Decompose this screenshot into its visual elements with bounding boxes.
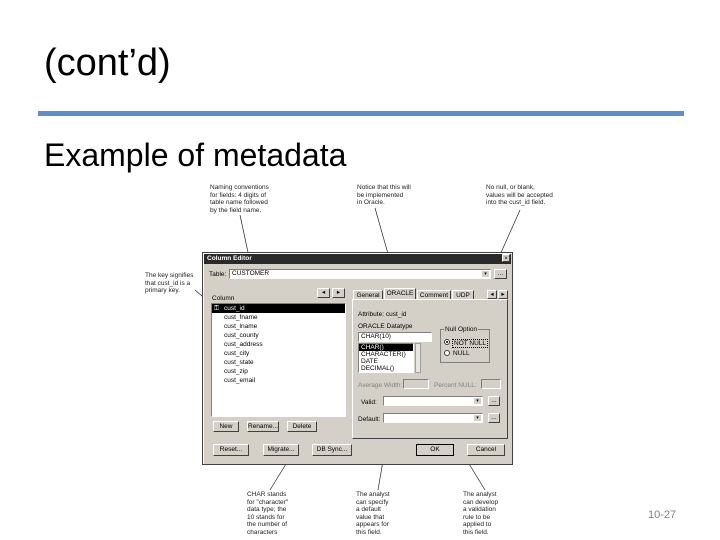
tabs-scroll-right[interactable]	[498, 290, 508, 299]
note-oracle: Notice that this will be implemented in Oracle.	[357, 184, 411, 207]
datatype-label: ORACLE Datatype	[358, 323, 413, 330]
radio-null[interactable]	[444, 350, 450, 356]
datatype-option[interactable]: CHAR()	[359, 344, 413, 351]
close-button[interactable]	[502, 254, 510, 262]
attribute-value: cust_id	[385, 311, 407, 318]
column-name: cust_zip	[224, 368, 248, 375]
datatype-option[interactable]: DATE	[361, 358, 378, 365]
arrow-left-icon: ◂	[490, 291, 494, 298]
valid-browse-button[interactable]: ...	[488, 396, 500, 406]
tabs-scroll-left[interactable]	[487, 290, 497, 299]
datatype-list[interactable]	[358, 343, 414, 373]
table-browse-button[interactable]: ...	[494, 269, 507, 279]
column-list-item[interactable]	[212, 349, 345, 358]
default-browse-button[interactable]: ...	[488, 413, 500, 423]
column-name: cust_address	[224, 341, 263, 348]
arrow-right-icon: ▸	[501, 291, 505, 298]
column-list-item[interactable]	[212, 322, 345, 331]
note-default-value: The analyst can specify a default value that appears for this field.	[356, 491, 390, 536]
tab-udp[interactable]: UDP	[452, 290, 474, 299]
table-label: Table:	[209, 271, 227, 278]
null-option-label: Null Option	[445, 326, 478, 333]
cancel-button[interactable]: Cancel	[467, 444, 505, 456]
column-list-item[interactable]	[212, 304, 345, 313]
datatype-input[interactable]: CHAR(10)	[358, 332, 432, 342]
valid-select[interactable]	[383, 396, 483, 406]
column-label: Column	[212, 295, 235, 302]
percent-null-label: Percent NULL:	[434, 382, 477, 389]
radio-not-null-label[interactable]: NOT NULL	[454, 340, 487, 347]
chevron-down-icon: ▾	[482, 271, 489, 277]
note-validation-rule: The analyst can develop a validation rule to be applied to this field.	[463, 491, 499, 536]
note-char-datatype: CHAR stands for "character" data type; the 10 stands for the number of characters	[247, 491, 289, 536]
average-width-label: Average Width:	[358, 382, 403, 389]
arrow-right-icon: ▸	[336, 289, 341, 296]
scroll-right-button[interactable]	[332, 288, 345, 298]
column-name: cust_county	[224, 332, 259, 339]
key-icon: ⚿	[214, 305, 219, 312]
column-editor-dialog	[202, 252, 513, 465]
datatype-scrollbar[interactable]	[415, 343, 421, 373]
default-select[interactable]	[383, 413, 483, 423]
note-not-null: No null, or blank, values will be accepted into the cust_id field.	[486, 184, 553, 207]
new-button[interactable]: New	[213, 421, 239, 432]
column-name: cust_state	[224, 359, 254, 366]
percent-null-field	[481, 379, 501, 389]
column-name: cust_city	[224, 350, 250, 357]
column-name: cust_email	[224, 377, 256, 384]
datatype-option[interactable]: DECIMAL()	[361, 365, 395, 372]
table-select-value: CUSTOMER	[232, 270, 270, 277]
column-list-item[interactable]	[212, 340, 345, 349]
column-list-item[interactable]	[212, 313, 345, 322]
note-naming-conventions: Naming conventions for fields: 4 digits of table name followed by the field name.	[210, 184, 269, 214]
slide-subtitle: Example of metadata	[44, 137, 347, 173]
db-sync-button[interactable]: DB Sync...	[312, 444, 352, 456]
column-name: cust_fname	[224, 314, 258, 321]
attribute-label: Attribute: cust_id	[358, 311, 407, 318]
datatype-option[interactable]: CHARACTER()	[361, 351, 406, 358]
page-number: 10-27	[648, 509, 677, 521]
note-primary-key: The key signifies that cust_id is a primary key.	[145, 272, 194, 295]
column-list[interactable]	[211, 303, 346, 417]
tab-comment[interactable]: Comment	[417, 290, 451, 299]
tab-oracle[interactable]: ORACLE	[384, 288, 416, 299]
chevron-down-icon: ▾	[474, 398, 481, 404]
column-name: cust_lname	[224, 323, 258, 330]
rename-button[interactable]: Rename...	[248, 423, 278, 430]
column-list-item[interactable]	[212, 331, 345, 340]
column-list-item[interactable]	[212, 358, 345, 367]
average-width-field	[403, 379, 429, 389]
tab-general[interactable]: General	[353, 290, 383, 299]
default-label: Default:	[358, 416, 381, 423]
chevron-down-icon: ▾	[474, 415, 481, 421]
dialog-title: Column Editor	[207, 255, 252, 262]
arrow-left-icon: ◂	[321, 289, 326, 296]
radio-not-null[interactable]	[444, 339, 450, 345]
close-icon: ×	[504, 256, 508, 262]
delete-button[interactable]: Delete	[287, 421, 317, 432]
reset-button[interactable]: Reset...	[213, 444, 249, 456]
column-name: cust_id	[224, 305, 245, 312]
valid-label: Valid:	[361, 399, 377, 406]
scroll-left-button[interactable]	[317, 288, 330, 298]
radio-null-label[interactable]: NULL	[453, 350, 470, 357]
column-list-item[interactable]	[212, 367, 345, 376]
table-select[interactable]	[229, 269, 491, 279]
ok-button[interactable]: OK	[416, 444, 454, 456]
migrate-button[interactable]: Migrate...	[263, 444, 299, 456]
column-list-item[interactable]	[212, 376, 345, 385]
slide-title: (cont’d)	[44, 42, 171, 84]
dialog-title-bar[interactable]	[204, 254, 511, 264]
